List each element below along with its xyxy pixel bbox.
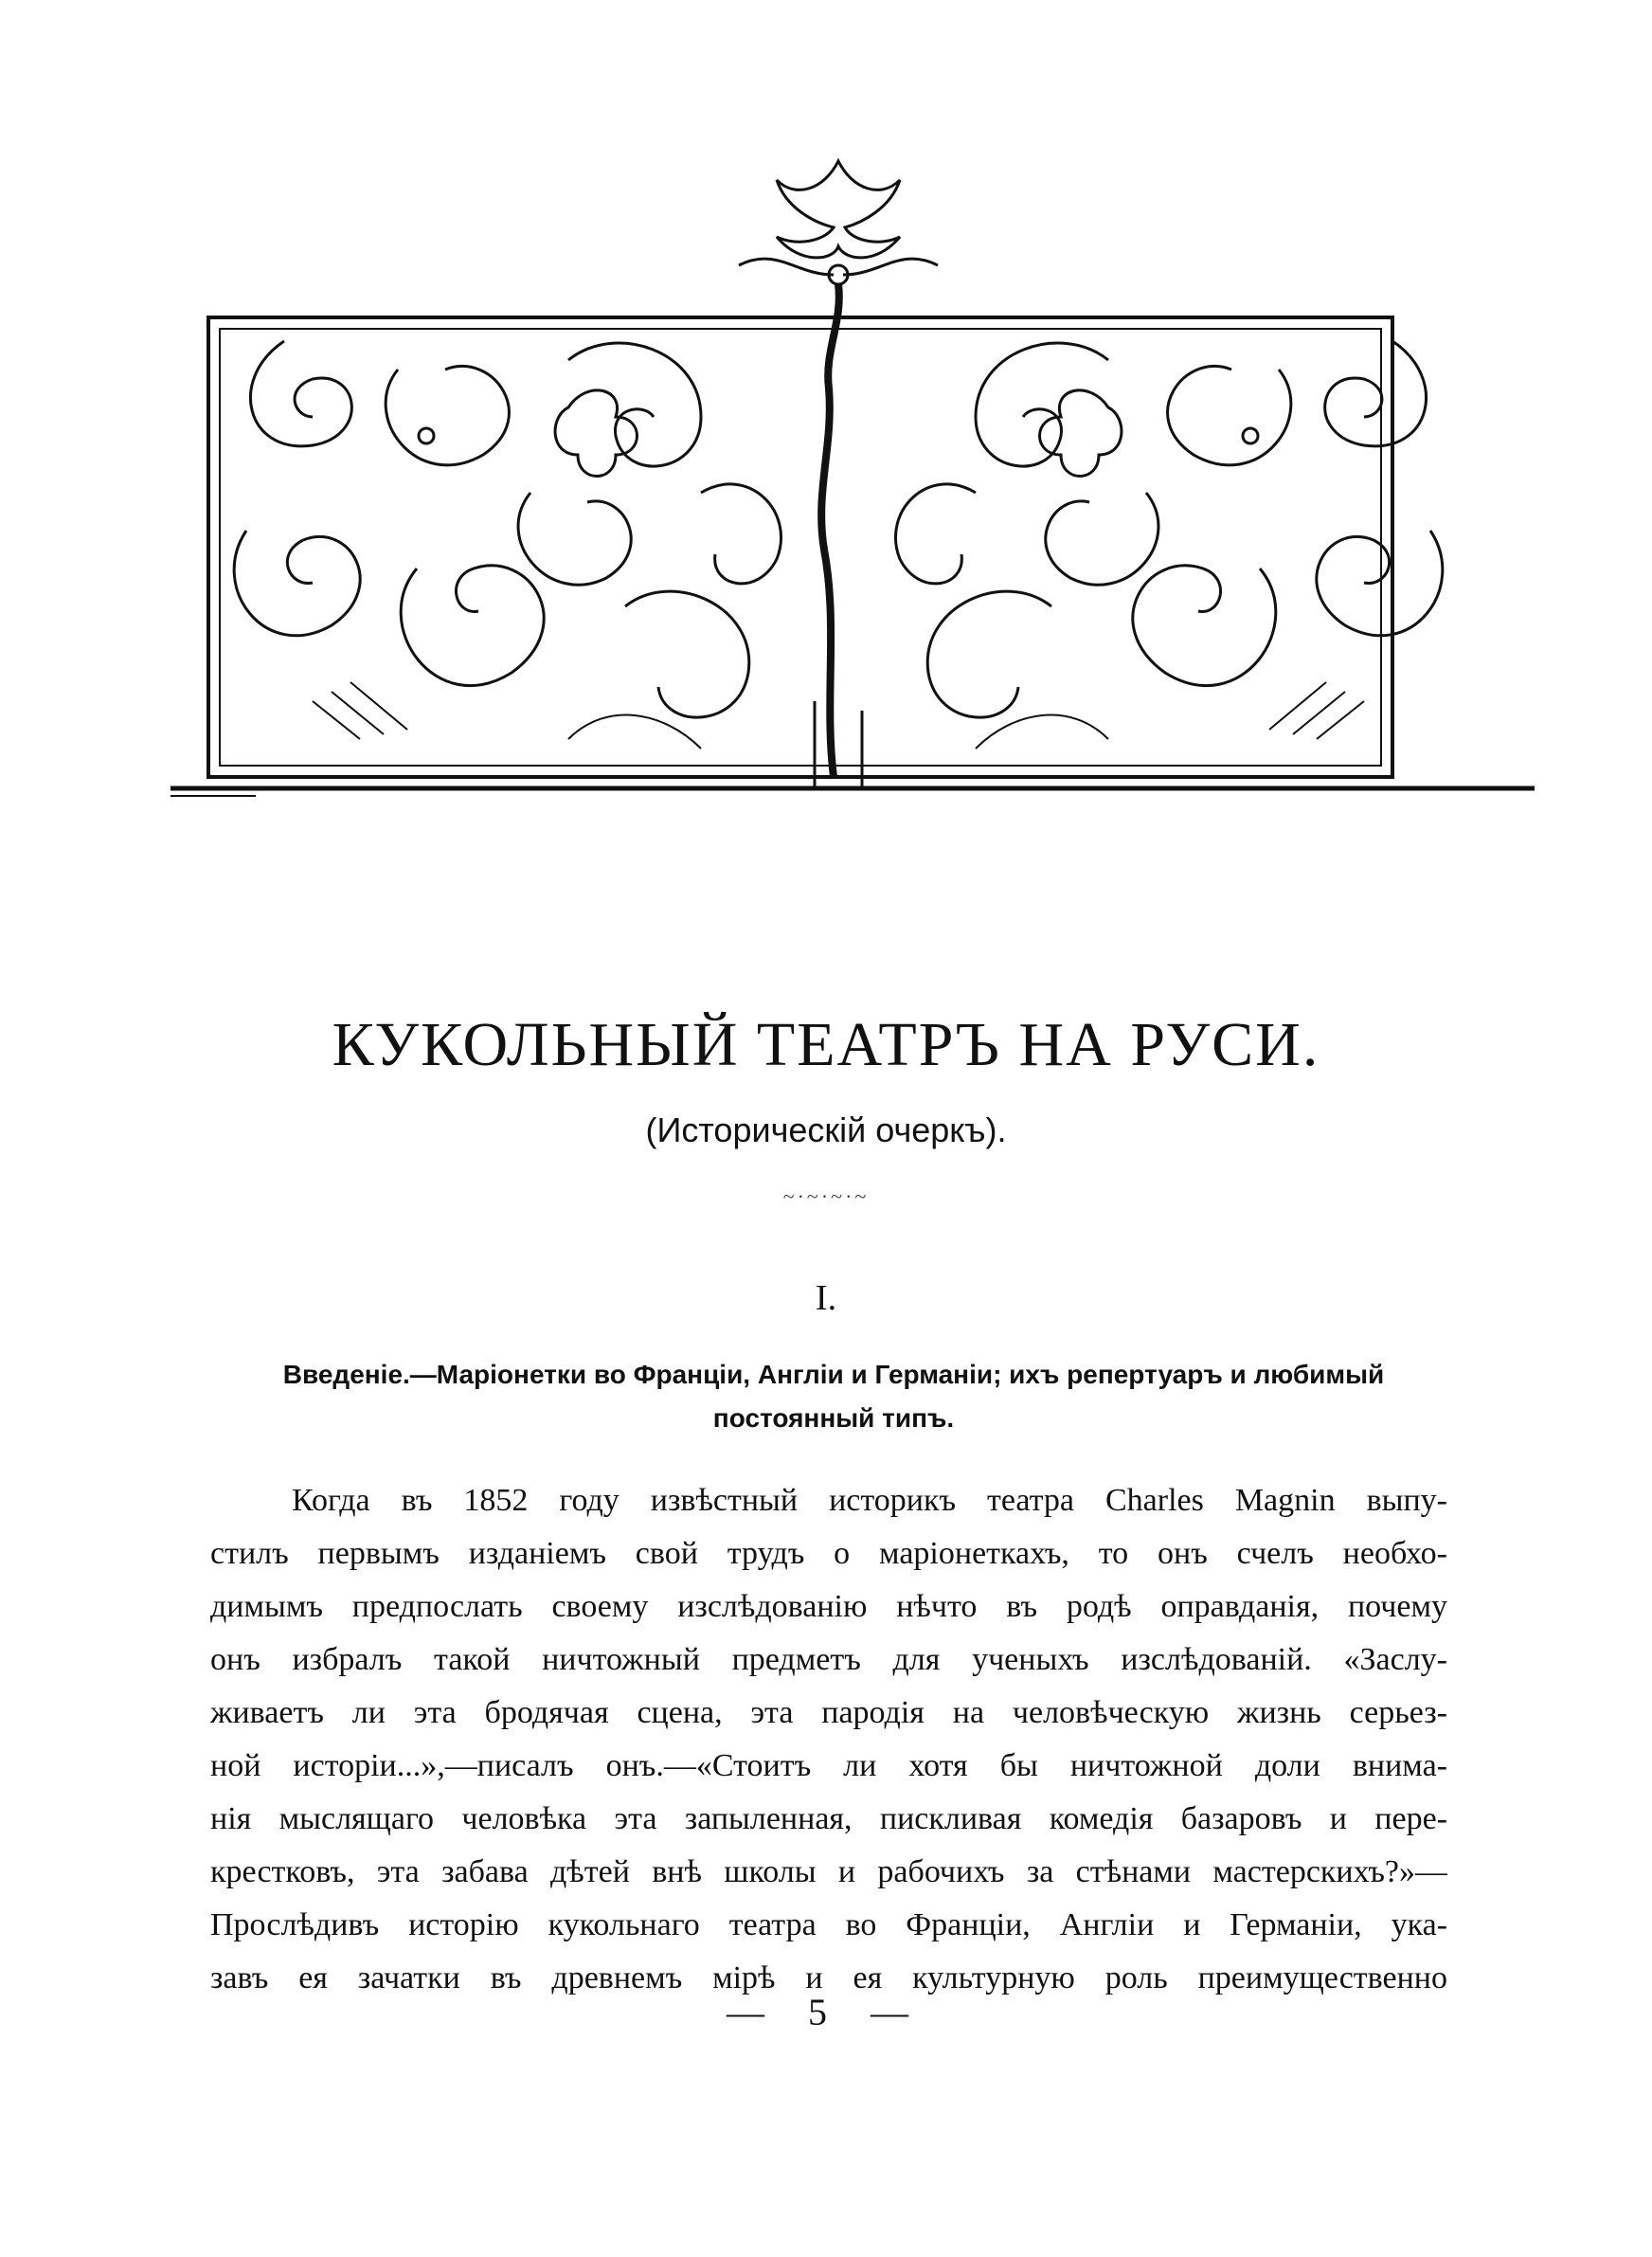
- page-subtitle: (Историческій очеркъ).: [645, 1110, 1007, 1149]
- section-number: I.: [815, 1278, 837, 1318]
- section-heading: Введеніе.—Маріонетки во Франціи, Англіи и Германіи; ихъ репертуаръ и любимый постоянный типъ.: [282, 1360, 1385, 1433]
- floral-headpiece-icon: [171, 133, 1535, 853]
- flourish-divider-icon: ~·~·~·~: [782, 1184, 870, 1208]
- page-title: КУКОЛЬНЫЙ ТЕАТРЪ НА РУСИ.: [332, 1010, 1320, 1079]
- body-line: ной исторіи...»,—писалъ онъ.—«Стоитъ ли хотя бы ничтожной доли внима-: [210, 1748, 1447, 1783]
- body-line: крестковъ, эта забава дѣтей внѣ школы и рабочихъ за стѣнами мастерскихъ?»—: [210, 1854, 1447, 1889]
- body-line: Прослѣдивъ исторію кукольнаго театра во Франціи, Англіи и Германіи, ука-: [210, 1907, 1447, 1942]
- body-line: завъ ея зачатки въ древнемъ мірѣ и ея культурную роль преимущественно: [210, 1960, 1447, 1995]
- body-line: живаетъ ли эта бродячая сцена, эта пародія на человѣческую жизнь серьез-: [210, 1695, 1447, 1730]
- body-paragraph: [210, 1474, 1447, 2005]
- body-line: онъ избралъ такой ничтожный предметъ для ученыхъ изслѣдованій. «Заслу-: [210, 1642, 1447, 1677]
- body-line: стилъ первымъ изданіемъ свой трудъ о маріонеткахъ, то онъ счелъ необхо-: [210, 1536, 1447, 1571]
- body-line: нія мыслящаго человѣка эта запыленная, пискливая комедія базаровъ и пере-: [210, 1801, 1447, 1836]
- page-number: — 5 —: [727, 1991, 925, 2033]
- body-line: Когда въ 1852 году извѣстный историкъ театра Charles Magnin выпу-: [292, 1483, 1447, 1518]
- body-line: димымъ предпослать своему изслѣдованію нѣчто въ родѣ оправданія, почему: [210, 1589, 1447, 1624]
